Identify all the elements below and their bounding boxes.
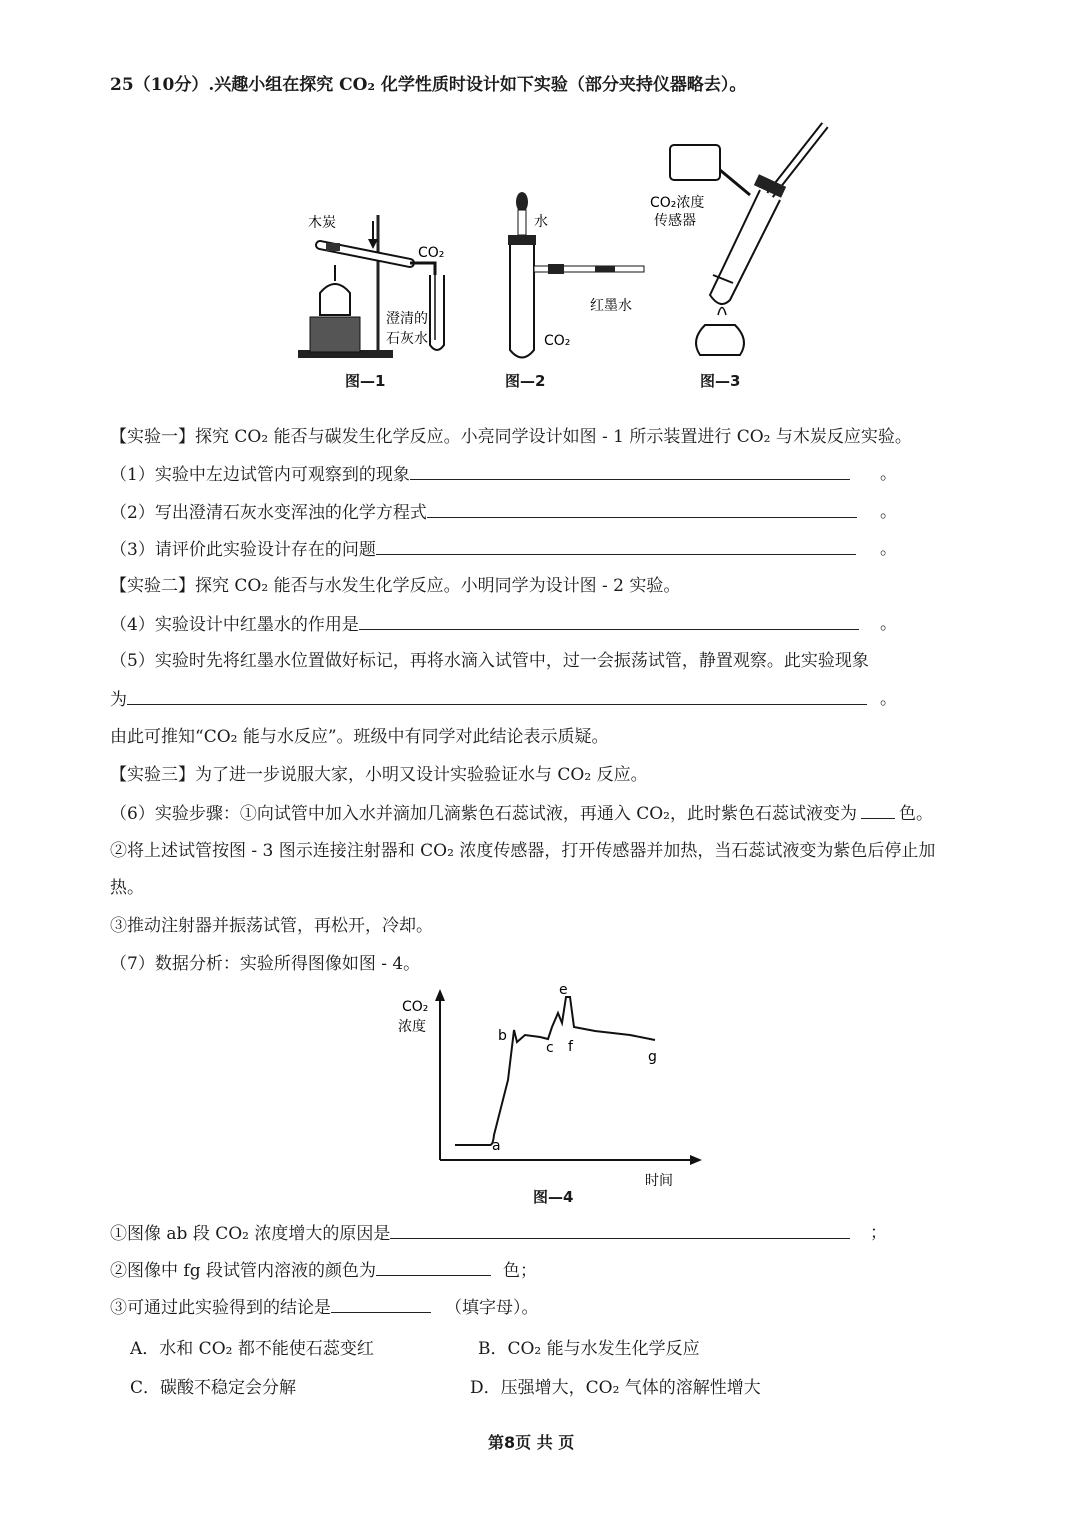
q4-period: 。 xyxy=(880,614,897,634)
figure-4-caption: 图—4 xyxy=(533,1188,574,1206)
label-sensor-2: 传感器 xyxy=(654,213,696,229)
chart-ylabel-1: CO₂ xyxy=(402,999,429,1015)
chart-xlabel: 时间 xyxy=(645,1173,673,1189)
sub3-end: （填字母）。 xyxy=(445,1298,539,1318)
figure-3-apparatus xyxy=(650,115,840,365)
q6-line3: 热。 xyxy=(110,878,144,898)
sub2-answer-blank[interactable] xyxy=(376,1259,491,1276)
q2-text: （2）写出澄清石灰水变浑浊的化学方程式 xyxy=(110,503,427,523)
q3-answer-blank[interactable] xyxy=(376,538,856,555)
label-charcoal: 木炭 xyxy=(308,215,336,231)
question-header: 25（10分）.兴趣小组在探究 CO₂ 化学性质时设计如下实验（部分夹持仪器略去）。 xyxy=(110,75,747,95)
sub1-answer-blank[interactable] xyxy=(390,1222,850,1239)
q4-answer-blank[interactable] xyxy=(359,613,859,630)
figure-4-chart xyxy=(390,985,710,1190)
q6-row xyxy=(110,802,933,825)
point-label-f: f xyxy=(568,1039,573,1055)
point-label-c: c xyxy=(546,1040,554,1056)
label-red-ink: 红墨水 xyxy=(590,298,632,314)
q6-text: （6）实验步骤：①向试管中加入水并滴加几滴紫色石蕊试液，再通入 CO₂，此时紫色石蕊试液变为 xyxy=(110,804,857,824)
label-co2-fig2: CO₂ xyxy=(544,333,571,349)
page-footer: 第8页 共 页 xyxy=(488,1433,575,1452)
q2-period: 。 xyxy=(880,502,897,522)
q6-line4: ③推动注射器并振荡试管，再松开，冷却。 xyxy=(110,916,433,936)
figure-2-caption: 图—2 xyxy=(505,372,546,390)
q3-row xyxy=(110,538,856,561)
q4-row xyxy=(110,613,859,636)
label-limewater-1: 澄清的 xyxy=(386,311,428,327)
option-c[interactable]: C．碳酸不稳定会分解 xyxy=(130,1378,297,1398)
point-label-b: b xyxy=(498,1028,507,1044)
q7-text: （7）数据分析：实验所得图像如图 - 4。 xyxy=(110,954,421,974)
q5-line1: （5）实验时先将红墨水位置做好标记，再将水滴入试管中，过一会振荡试管，静置观察。此实验现象 xyxy=(110,651,869,671)
inference-text: 由此可推知“CO₂ 能与水反应”。班级中有同学对此结论表示质疑。 xyxy=(110,727,609,747)
q6-line2: ②将上述试管按图 - 3 图示连接注射器和 CO₂ 浓度传感器，打开传感器并加热，当石蕊试液变为紫色后停止加 xyxy=(110,841,936,861)
q1-answer-blank[interactable] xyxy=(410,463,850,480)
sub3-answer-blank[interactable] xyxy=(331,1296,431,1313)
label-limewater-2: 石灰水 xyxy=(386,331,428,347)
label-co2-fig1: CO₂ xyxy=(418,245,445,261)
y-axis-arrow xyxy=(435,989,445,1001)
q3-period: 。 xyxy=(880,539,897,559)
sub3-row xyxy=(110,1296,539,1319)
label-water: 水 xyxy=(534,214,548,230)
q5-answer-blank[interactable] xyxy=(127,688,867,705)
sub1-end: ； xyxy=(870,1223,887,1243)
q3-text: （3）请评价此实验设计存在的问题 xyxy=(110,540,376,560)
q5-period: 。 xyxy=(880,689,897,709)
sub2-end: 色； xyxy=(502,1261,537,1281)
option-d[interactable]: D．压强增大，CO₂ 气体的溶解性增大 xyxy=(470,1378,761,1398)
q1-period: 。 xyxy=(880,464,897,484)
q6-end: 色。 xyxy=(898,804,933,824)
label-sensor-1: CO₂浓度 xyxy=(650,195,705,211)
q5-row xyxy=(110,688,867,711)
exp1-intro: 【实验一】探究 CO₂ 能否与碳发生化学反应。小亮同学设计如图 - 1 所示装置进行 CO₂ 与木炭反应实验。 xyxy=(110,427,912,447)
figure-2-apparatus xyxy=(500,190,650,365)
exp3-intro: 【实验三】为了进一步说服大家，小明又设计实验验证水与 CO₂ 反应。 xyxy=(110,765,648,785)
sub2-row xyxy=(110,1259,537,1282)
q1-text: （1）实验中左边试管内可观察到的现象 xyxy=(110,465,410,485)
option-a[interactable]: A．水和 CO₂ 都不能使石蕊变红 xyxy=(130,1339,374,1359)
q2-answer-blank[interactable] xyxy=(427,501,857,518)
q4-text: （4）实验设计中红墨水的作用是 xyxy=(110,615,359,635)
exp2-intro: 【实验二】探究 CO₂ 能否与水发生化学反应。小明同学为设计图 - 2 实验。 xyxy=(110,576,681,596)
point-label-g: g xyxy=(648,1049,657,1065)
concentration-curve xyxy=(455,997,655,1145)
figure-3-caption: 图—3 xyxy=(700,372,741,390)
figure-1-apparatus xyxy=(290,205,480,365)
point-label-e: e xyxy=(559,985,568,998)
chart-ylabel-2: 浓度 xyxy=(398,1019,426,1035)
q5-line2: 为 xyxy=(110,690,127,710)
sub1-row xyxy=(110,1222,850,1245)
point-label-a: a xyxy=(492,1138,501,1154)
sub3-text: ③可通过此实验得到的结论是 xyxy=(110,1298,331,1318)
option-b[interactable]: B．CO₂ 能与水发生化学反应 xyxy=(478,1339,700,1359)
q2-row xyxy=(110,501,857,524)
figure-1-caption: 图—1 xyxy=(345,372,386,390)
q1-row xyxy=(110,463,850,486)
sub2-text: ②图像中 fg 段试管内溶液的颜色为 xyxy=(110,1261,376,1281)
sub1-text: ①图像 ab 段 CO₂ 浓度增大的原因是 xyxy=(110,1224,391,1244)
q6-answer-blank[interactable] xyxy=(861,802,895,819)
x-axis-arrow xyxy=(690,1155,702,1165)
